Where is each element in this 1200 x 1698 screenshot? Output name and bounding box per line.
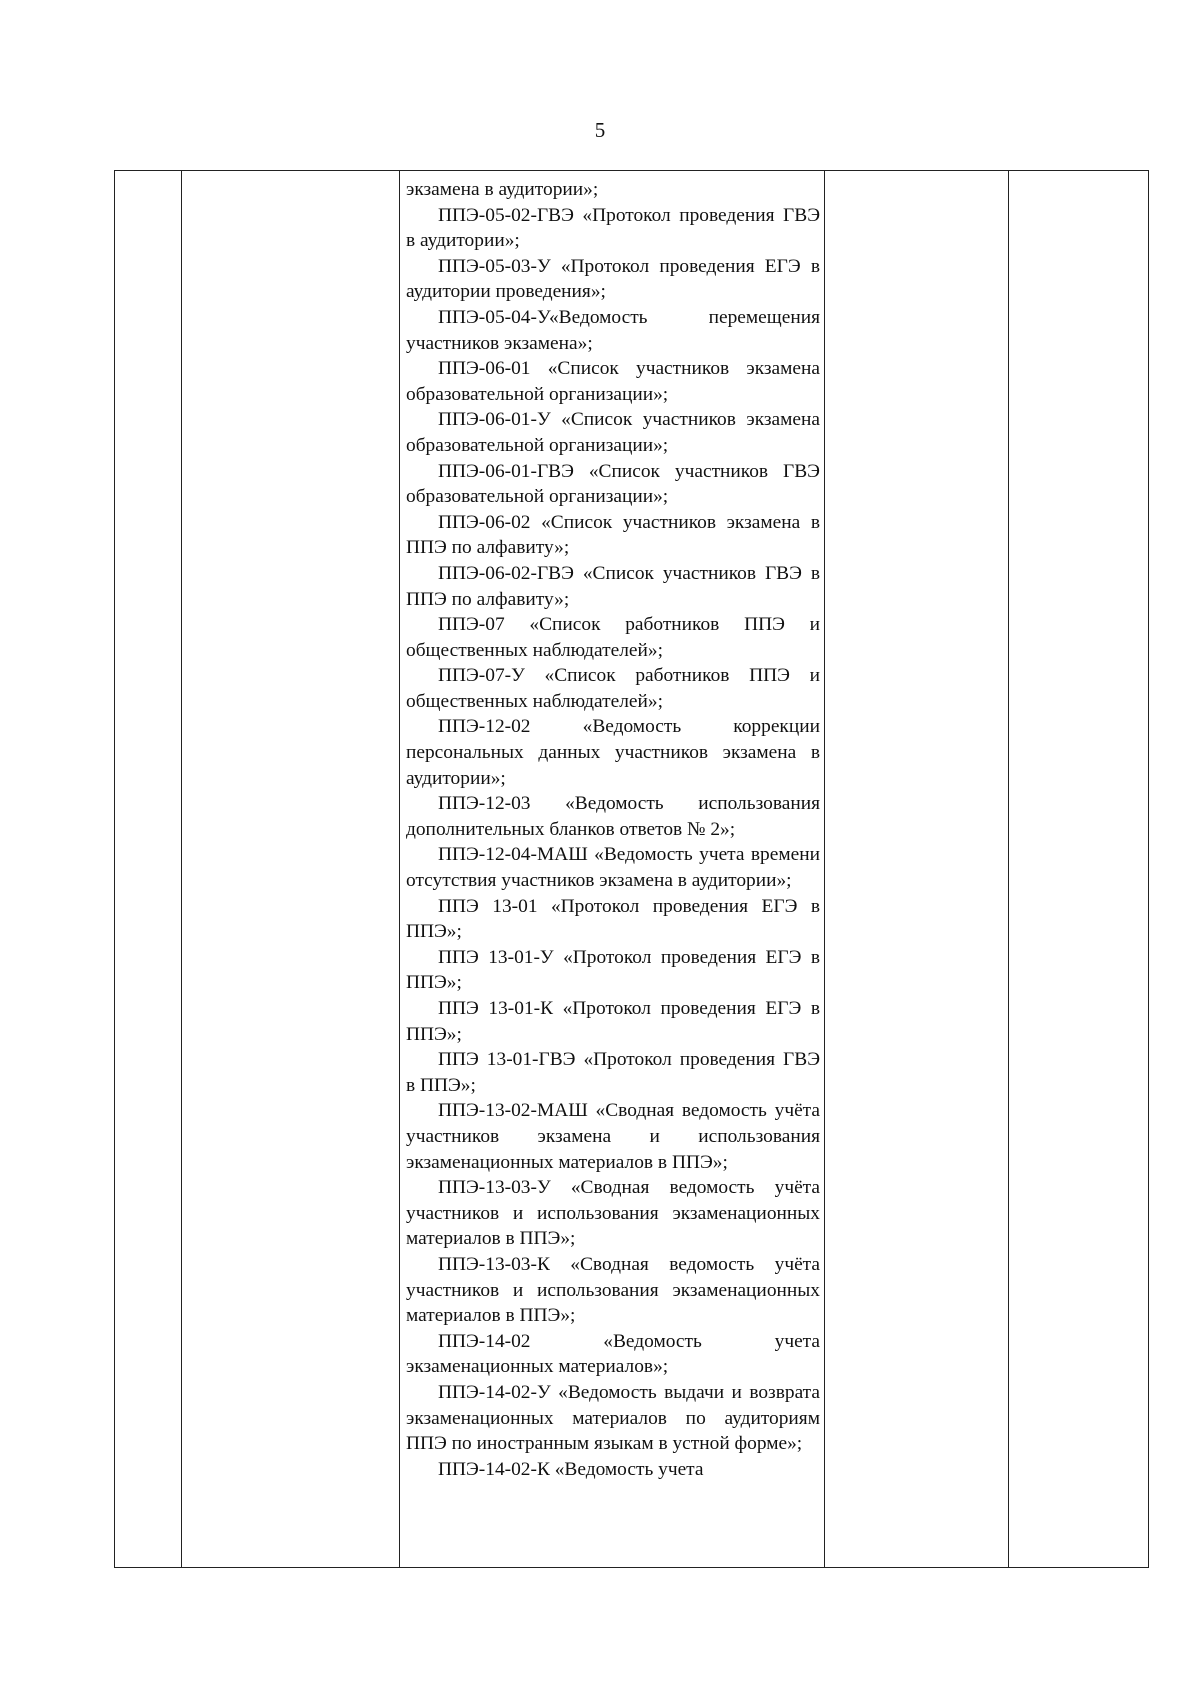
list-item: ППЭ-13-03-К «Сводная ведомость учёта участников и использования экзаменационных материалов в ППЭ»; <box>406 1253 820 1327</box>
list-item: ППЭ 13-01-К «Протокол проведения ЕГЭ в ППЭ»; <box>406 998 820 1045</box>
list-item: ППЭ-06-02-ГВЭ «Список участников ГВЭ в ППЭ по алфавиту»; <box>406 562 820 610</box>
list-item: ППЭ-05-02-ГВЭ «Протокол проведения ГВЭ в аудитории»; <box>406 204 820 252</box>
list-item: ППЭ-14-02-У «Ведомость выдачи и возврата экзаменационных материалов по аудиториям ППЭ по иностранным языкам в устной форме»; <box>406 1381 820 1455</box>
list-item: ППЭ-14-02 «Ведомость учета экзаменационных материалов»; <box>406 1330 820 1378</box>
document-table <box>114 170 1149 1568</box>
list-item: ППЭ-07-У «Список работников ППЭ и общественных наблюдателей»; <box>406 665 820 712</box>
list-item: ППЭ-06-02 «Список участников экзамена в ППЭ по алфавиту»; <box>406 511 820 559</box>
list-item: ППЭ-13-02-МАШ «Сводная ведомость учёта участников экзамена и использования экзаменационных материалов в ППЭ»; <box>406 1100 820 1173</box>
list-item: ППЭ 13-01-У «Протокол проведения ЕГЭ в ППЭ»; <box>406 946 820 994</box>
document-list-cell <box>400 171 825 1568</box>
list-item: ППЭ 13-01-ГВЭ «Протокол проведения ГВЭ в ППЭ»; <box>406 1049 820 1096</box>
activity-cell <box>182 171 400 1568</box>
table-row <box>115 171 1149 1568</box>
list-item: ППЭ-12-04-МАШ «Ведомость учета времени отсутствия участников экзамена в аудитории»; <box>406 844 820 892</box>
list-item: ППЭ-06-01-ГВЭ «Список участников ГВЭ образовательной организации»; <box>406 460 820 508</box>
list-item: ППЭ-06-01 «Список участников экзамена образовательной организации»; <box>406 358 820 405</box>
list-item: ППЭ-14-02-К «Ведомость учета <box>438 1458 704 1480</box>
list-item: ППЭ-12-03 «Ведомость использования дополнительных бланков ответов № 2»; <box>406 793 820 840</box>
list-item: ППЭ-06-01-У «Список участников экзамена образовательной организации»; <box>406 409 820 456</box>
list-item: ППЭ 13-01 «Протокол проведения ЕГЭ в ППЭ»; <box>406 895 820 943</box>
list-item: ППЭ-05-03-У «Протокол проведения ЕГЭ в аудитории проведения»; <box>406 255 820 303</box>
list-item: ППЭ-07 «Список работников ППЭ и общественных наблюдателей»; <box>406 614 820 661</box>
deadline-cell <box>825 171 1009 1568</box>
list-item: ППЭ-13-03-У «Сводная ведомость учёта участников и использования экзаменационных материалов в ППЭ»; <box>406 1177 820 1250</box>
list-item: ППЭ-12-02 «Ведомость коррекции персональных данных участников экзамена в аудитории»; <box>406 716 820 789</box>
responsible-cell <box>1009 171 1149 1568</box>
list-item: ППЭ-05-04-У«Ведомость перемещения участников экзамена»; <box>406 306 820 354</box>
page-number: 5 <box>594 118 606 142</box>
document-list <box>406 177 820 1482</box>
number-cell <box>115 171 182 1568</box>
list-item: экзамена в аудитории»; <box>406 179 599 200</box>
